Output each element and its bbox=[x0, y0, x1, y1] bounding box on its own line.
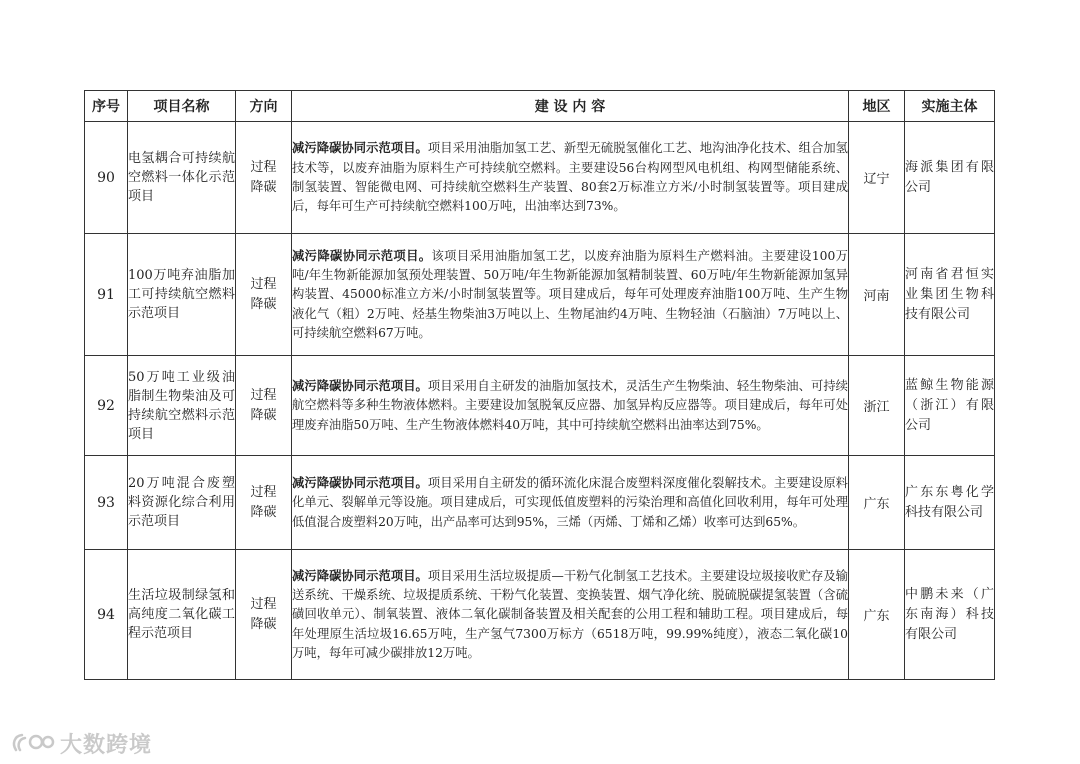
header-seq: 序号 bbox=[85, 91, 128, 122]
header-direction: 方向 bbox=[236, 91, 292, 122]
row-direction bbox=[236, 456, 292, 550]
row-content bbox=[292, 550, 849, 680]
header-region: 地区 bbox=[849, 91, 905, 122]
watermark-text: 大数跨境 bbox=[60, 732, 153, 758]
content-text: 项目采用自主研发的循环流化床混合废塑料深度催化裂解技术。主要建设原料化单元、裂解单元等设施。项目建成后，可实现低值废塑料的污染治理和高值化回收利用，每年可处理低值混合废塑料20万吨，出产品率可达到95%，三烯（丙烯、丁烯和乙烯）收率可达到65%。 bbox=[292, 476, 848, 529]
direction-line-1: 过程 bbox=[250, 484, 277, 500]
content-text: 项目采用生活垃圾提质—干粉气化制氢工艺技术。主要建设垃圾接收贮存及输送系统、干燥系统、垃圾提质系统、干粉气化装置、变换装置、烟气净化统、脱硫脱碳提氢装置（含硫磺回收单元）、制氧装置、液体二氧化碳制备装置及相关配套的公用工程和辅助工程。项目建成后，每年处理原生活垃圾16.65万吨，生产氢气7300万标方（6518万吨，99.99%纯度），液态二氧化碳10万吨，每年可减少碳排放12万吨。 bbox=[292, 568, 848, 660]
table-row bbox=[85, 234, 995, 356]
table-row bbox=[85, 122, 995, 234]
row-direction bbox=[236, 356, 292, 456]
row-project-name: 生活垃圾制绿氢和高纯度二氧化碳工程示范项目 bbox=[128, 550, 236, 680]
content-tag: 减污降碳协同示范项目。 bbox=[292, 378, 428, 394]
brand-logo-icon bbox=[10, 730, 56, 756]
direction-line-2: 降碳 bbox=[250, 616, 277, 632]
table-row bbox=[85, 550, 995, 680]
row-entity: 中鹏未来（广东南海）科技有限公司 bbox=[905, 550, 995, 680]
row-seq: 94 bbox=[85, 550, 128, 680]
watermark bbox=[10, 728, 152, 758]
row-region: 广东 bbox=[849, 456, 905, 550]
content-text: 项目采用油脂加氢工艺、新型无硫脱氢催化工艺、地沟油净化技术、组合加氢技术等，以废弃油脂为原料生产可持续航空燃料。主要建设56台构网型风电机组、构网型储能系统、制氢装置、智能微电网、可持续航空燃料生产装置、80套2万标准立方米/小时制氢装置等。项目建成后，每年可生产可持续航空燃料100万吨，出油率达到73%。 bbox=[292, 141, 848, 214]
direction-line-2: 降碳 bbox=[250, 407, 277, 423]
row-seq: 91 bbox=[85, 234, 128, 356]
row-entity: 广东东粤化学科技有限公司 bbox=[905, 456, 995, 550]
row-region: 辽宁 bbox=[849, 122, 905, 234]
row-content bbox=[292, 356, 849, 456]
table-row bbox=[85, 356, 995, 456]
row-seq: 90 bbox=[85, 122, 128, 234]
row-content bbox=[292, 122, 849, 234]
row-direction bbox=[236, 122, 292, 234]
content-text: 该项目采用油脂加氢工艺，以废弃油脂为原料生产燃料油。主要建设100万吨/年生物新能源加氢预处理装置、50万吨/年生物新能源加氢精制装置、60万吨/年生物新能源加氢异构装置、45000标准立方米/小时制氢装置等。项目建成后，每年可处理废弃油脂100万吨、生产生物液化气（粗）2万吨、烃基生物柴油3万吨以上、生物尾油约4万吨、生物轻油（石脑油）7万吨以上、可持续航空燃料67万吨。 bbox=[292, 248, 848, 340]
direction-line-1: 过程 bbox=[250, 276, 277, 292]
direction-line-2: 降碳 bbox=[250, 179, 277, 195]
row-entity: 海派集团有限公司 bbox=[905, 122, 995, 234]
direction-line-1: 过程 bbox=[250, 387, 277, 403]
row-project-name: 100万吨弃油脂加工可持续航空燃料示范项目 bbox=[128, 234, 236, 356]
row-project-name: 20万吨混合废塑料资源化综合利用示范项目 bbox=[128, 456, 236, 550]
row-content bbox=[292, 234, 849, 356]
row-content bbox=[292, 456, 849, 550]
content-text: 项目采用自主研发的油脂加氢技术，灵活生产生物柴油、轻生物柴油、可持续航空燃料等多种生物液体燃料。主要建设加氢脱氧反应器、加氢异构反应器等。项目建成后，每年可处理废弃油脂50万吨、生产生物液体燃料40万吨，其中可持续航空燃料出油率达到75%。 bbox=[292, 379, 848, 432]
row-region: 河南 bbox=[849, 234, 905, 356]
direction-line-1: 过程 bbox=[250, 596, 277, 612]
row-direction bbox=[236, 550, 292, 680]
row-project-name: 50万吨工业级油脂制生物柴油及可持续航空燃料示范项目 bbox=[128, 356, 236, 456]
row-region: 浙江 bbox=[849, 356, 905, 456]
header-name: 项目名称 bbox=[128, 91, 236, 122]
row-seq: 93 bbox=[85, 456, 128, 550]
row-entity: 河南省君恒实业集团生物科技有限公司 bbox=[905, 234, 995, 356]
content-tag: 减污降碳协同示范项目。 bbox=[292, 567, 428, 583]
table-header-row bbox=[85, 91, 995, 122]
projects-table bbox=[84, 90, 995, 680]
row-entity: 蓝鲸生物能源（浙江）有限公司 bbox=[905, 356, 995, 456]
content-tag: 减污降碳协同示范项目。 bbox=[292, 475, 428, 491]
header-entity: 实施主体 bbox=[905, 91, 995, 122]
table-row bbox=[85, 456, 995, 550]
direction-line-2: 降碳 bbox=[250, 504, 277, 520]
direction-line-2: 降碳 bbox=[250, 296, 277, 312]
header-content: 建 设 内 容 bbox=[292, 91, 849, 122]
direction-line-1: 过程 bbox=[250, 159, 277, 175]
content-tag: 减污降碳协同示范项目。 bbox=[292, 140, 428, 156]
row-direction bbox=[236, 234, 292, 356]
content-tag: 减污降碳协同示范项目。 bbox=[292, 247, 432, 263]
row-region: 广东 bbox=[849, 550, 905, 680]
row-seq: 92 bbox=[85, 356, 128, 456]
row-project-name: 电氢耦合可持续航空燃料一体化示范项目 bbox=[128, 122, 236, 234]
